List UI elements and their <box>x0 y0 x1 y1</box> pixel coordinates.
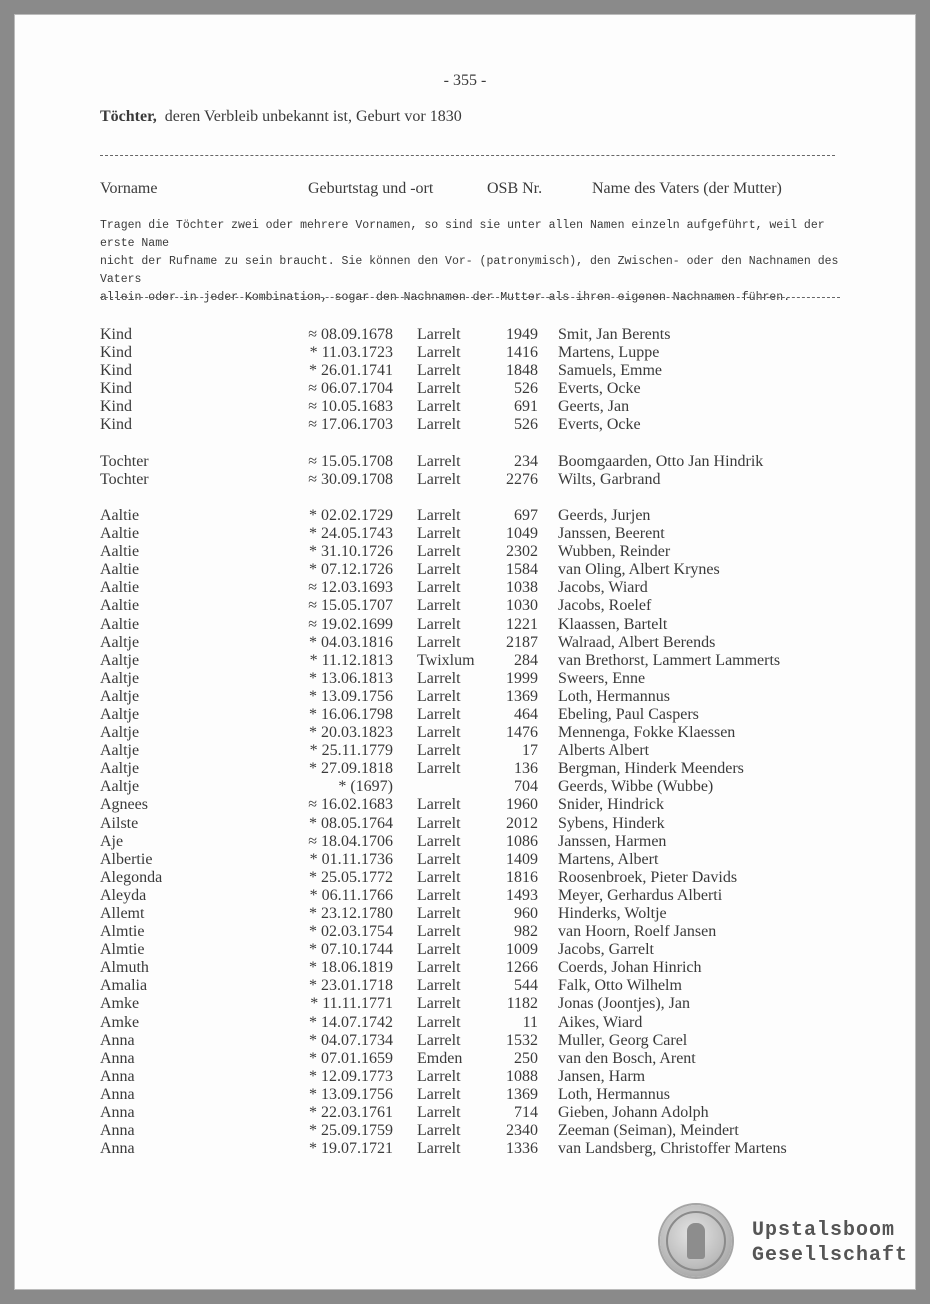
entry-father-name: van den Bosch, Arent <box>558 1049 696 1067</box>
note-line: nicht der Rufname zu sein braucht. Sie können den Vor- (patronymisch), den Zwischen- oder den Nachnamen des Vaters <box>100 255 839 286</box>
entry-father-name: Geerds, Jurjen <box>558 506 651 524</box>
entry-name: Aaltie <box>100 525 140 543</box>
entry-osb-number: 1532 <box>506 1031 538 1049</box>
entry-row <box>0 1140 930 1158</box>
entry-osb-number: 1816 <box>506 868 538 886</box>
entry-osb-number: 1049 <box>506 525 538 543</box>
entry-row <box>0 634 930 652</box>
entry-birth-date: ≈ 10.05.1683 <box>308 398 393 416</box>
entry-name: Anna <box>100 1122 135 1140</box>
entry-name: Anna <box>100 1031 135 1049</box>
entry-birth-place: Larrelt <box>417 1013 461 1031</box>
entry-osb-number: 691 <box>514 398 538 416</box>
entry-birth-place: Larrelt <box>417 742 461 760</box>
entry-name: Aaltje <box>100 724 140 742</box>
entry-birth-date: * 25.11.1779 <box>309 742 393 760</box>
entry-osb-number: 1182 <box>506 995 538 1013</box>
entry-birth-place: Larrelt <box>417 1031 461 1049</box>
entry-birth-place: Larrelt <box>417 362 461 380</box>
entry-father-name: Bergman, Hinderk Meenders <box>558 760 744 778</box>
entry-birth-date: ≈ 15.05.1707 <box>308 597 393 615</box>
entry-birth-place: Larrelt <box>417 615 461 633</box>
entry-father-name: van Landsberg, Christoffer Martens <box>558 1140 787 1158</box>
entry-row <box>0 543 930 561</box>
entry-osb-number: 1336 <box>506 1140 538 1158</box>
entry-father-name: Aikes, Wiard <box>558 1013 643 1031</box>
entry-father-name: Wilts, Garbrand <box>558 470 661 488</box>
entry-birth-date: * (1697) <box>338 778 393 796</box>
entry-name: Aaltje <box>100 760 140 778</box>
entry-birth-date: * 07.01.1659 <box>309 1049 393 1067</box>
entry-osb-number: 1960 <box>506 796 538 814</box>
entry-birth-date: * 13.09.1756 <box>309 1085 393 1103</box>
entry-row <box>0 1104 930 1122</box>
entry-osb-number: 1221 <box>506 615 538 633</box>
entry-name: Aaltje <box>100 651 140 669</box>
entry-father-name: van Brethorst, Lammert Lammerts <box>558 651 781 669</box>
entry-osb-number: 11 <box>522 1013 538 1031</box>
entry-father-name: Ebeling, Paul Caspers <box>558 705 699 723</box>
entry-birth-place: Larrelt <box>417 814 461 832</box>
entry-birth-place: Larrelt <box>417 724 461 742</box>
entry-birth-date: * 23.01.1718 <box>309 977 393 995</box>
entry-birth-place: Larrelt <box>417 525 461 543</box>
entry-birth-date: ≈ 19.02.1699 <box>308 615 393 633</box>
entry-birth-date: ≈ 17.06.1703 <box>308 416 393 434</box>
entry-osb-number: 1848 <box>506 362 538 380</box>
entry-father-name: Gieben, Johann Adolph <box>558 1104 709 1122</box>
title-label: Töchter, <box>100 108 157 125</box>
entry-osb-number: 1086 <box>506 832 538 850</box>
entry-birth-place: Larrelt <box>417 561 461 579</box>
entry-osb-number: 1009 <box>506 941 538 959</box>
entry-birth-place: Larrelt <box>417 959 461 977</box>
entry-row <box>0 778 930 796</box>
page-number: - 355 - <box>443 72 487 89</box>
entry-name: Aaltie <box>100 615 140 633</box>
column-header-vater: Name des Vaters (der Mutter) <box>592 180 782 197</box>
entry-name: Kind <box>100 326 132 343</box>
entry-birth-date: * 25.05.1772 <box>309 868 393 886</box>
entry-birth-date: ≈ 18.04.1706 <box>308 832 393 850</box>
entry-row <box>0 380 930 398</box>
entry-birth-date: * 14.07.1742 <box>309 1013 393 1031</box>
entry-birth-place: Larrelt <box>417 579 461 597</box>
entry-birth-date: * 13.09.1756 <box>309 687 393 705</box>
entry-row <box>0 579 930 597</box>
entry-row <box>0 815 930 833</box>
entry-osb-number: 1038 <box>506 579 538 597</box>
entry-name: Aleyda <box>100 886 147 904</box>
entry-father-name: Meyer, Gerhardus Alberti <box>558 886 723 904</box>
entry-birth-date: ≈ 12.03.1693 <box>308 579 393 597</box>
entry-birth-date: * 07.12.1726 <box>309 561 393 579</box>
entry-osb-number: 1949 <box>506 326 538 343</box>
entry-name: Aaltie <box>100 561 140 579</box>
entry-name: Aaltje <box>100 687 140 705</box>
entry-osb-number: 982 <box>514 923 538 941</box>
entry-name: Kind <box>100 344 132 362</box>
entry-birth-place: Larrelt <box>417 995 461 1013</box>
entry-birth-place: Larrelt <box>417 543 461 561</box>
entry-name: Aaltje <box>100 742 140 760</box>
entry-father-name: Janssen, Harmen <box>558 832 667 850</box>
entry-birth-place: Larrelt <box>417 506 461 524</box>
entry-father-name: Martens, Luppe <box>558 344 660 362</box>
entry-birth-place: Larrelt <box>417 398 461 416</box>
entry-row <box>0 525 930 543</box>
entry-birth-place: Larrelt <box>417 832 461 850</box>
entry-row <box>0 453 930 471</box>
entry-birth-place: Larrelt <box>417 380 461 398</box>
entry-row <box>0 652 930 670</box>
entry-father-name: Hinderks, Woltje <box>558 905 667 922</box>
entry-birth-place: Larrelt <box>417 705 461 723</box>
entry-list <box>0 326 930 1158</box>
entry-father-name: Loth, Hermannus <box>558 1085 670 1103</box>
entry-name: Almtie <box>100 941 145 959</box>
entry-birth-place: Larrelt <box>417 760 461 778</box>
entry-father-name: Everts, Ocke <box>558 380 641 398</box>
entry-birth-place: Larrelt <box>417 868 461 886</box>
entry-name: Aaltie <box>100 543 140 561</box>
entry-father-name: Everts, Ocke <box>558 416 641 434</box>
entry-osb-number: 704 <box>514 778 538 796</box>
entry-birth-date: * 25.09.1759 <box>309 1122 393 1140</box>
entry-osb-number: 2187 <box>506 633 538 651</box>
entry-birth-place: Larrelt <box>417 850 461 868</box>
entry-row <box>0 561 930 579</box>
entry-father-name: van Oling, Albert Krynes <box>558 561 720 579</box>
entry-name: Agnees <box>100 796 148 814</box>
entry-birth-date: ≈ 16.02.1683 <box>308 796 393 814</box>
entry-father-name: Samuels, Emme <box>558 362 662 380</box>
entry-birth-date: * 04.03.1816 <box>309 633 393 651</box>
entry-birth-date: ≈ 30.09.1708 <box>308 470 393 488</box>
entry-row <box>0 597 930 615</box>
entry-birth-place: Larrelt <box>417 452 461 470</box>
entry-row <box>0 416 930 434</box>
entry-osb-number: 714 <box>514 1104 538 1122</box>
entry-row <box>0 905 930 923</box>
entry-birth-date: ≈ 06.07.1704 <box>308 380 393 398</box>
entry-birth-place: Larrelt <box>417 1067 461 1085</box>
entry-birth-date: * 11.03.1723 <box>309 344 393 362</box>
entry-birth-place: Larrelt <box>417 941 461 959</box>
column-header-vorname: Vorname <box>100 180 158 197</box>
society-seal-logo <box>660 1205 732 1277</box>
explanatory-note <box>100 217 860 307</box>
page-title <box>100 108 462 126</box>
entry-row <box>0 398 930 416</box>
entry-father-name: Geerds, Wibbe (Wubbe) <box>558 778 714 796</box>
society-wordmark <box>752 1218 908 1268</box>
entry-osb-number: 1416 <box>506 344 538 362</box>
entry-father-name: Alberts Albert <box>558 742 650 760</box>
entry-osb-number: 1030 <box>506 597 538 615</box>
entry-osb-number: 2012 <box>506 814 538 832</box>
entry-row <box>0 1086 930 1104</box>
entry-name: Anna <box>100 1067 135 1085</box>
entry-name: Aje <box>100 832 124 850</box>
note-line: allein oder in jeder Kombination, sogar den Nachnamen der Mutter als ihren eigenen Nachnamen führen. <box>100 291 791 304</box>
entry-birth-place: Larrelt <box>417 923 461 941</box>
entry-birth-date: * 08.05.1764 <box>309 814 393 832</box>
entry-name: Amalia <box>100 977 148 995</box>
entry-osb-number: 1369 <box>506 687 538 705</box>
entry-osb-number: 136 <box>514 760 538 778</box>
entry-birth-place: Larrelt <box>417 344 461 362</box>
group-spacer <box>0 489 930 507</box>
entry-name: Tochter <box>100 452 149 470</box>
entry-name: Anna <box>100 1085 135 1103</box>
entry-row <box>0 760 930 778</box>
entry-osb-number: 1088 <box>506 1067 538 1085</box>
entry-birth-place: Emden <box>417 1049 463 1067</box>
entry-osb-number: 1266 <box>506 959 538 977</box>
entry-osb-number: 526 <box>514 416 538 434</box>
entry-birth-date: * 22.03.1761 <box>309 1104 393 1122</box>
entry-father-name: Snider, Hindrick <box>558 796 665 814</box>
entry-birth-date: * 19.07.1721 <box>309 1140 393 1158</box>
entry-father-name: Jansen, Harm <box>558 1067 646 1085</box>
entry-osb-number: 1409 <box>506 850 538 868</box>
entry-father-name: Boomgaarden, Otto Jan Hindrik <box>558 452 764 470</box>
wordmark-line-1: Upstalsboom <box>752 1219 896 1242</box>
entry-birth-date: ≈ 08.09.1678 <box>308 326 393 343</box>
entry-row <box>0 706 930 724</box>
entry-birth-place: Larrelt <box>417 1104 461 1122</box>
entry-father-name: Jacobs, Garrelt <box>558 941 654 959</box>
entry-osb-number: 526 <box>514 380 538 398</box>
entry-osb-number: 1584 <box>506 561 538 579</box>
entry-name: Anna <box>100 1104 135 1122</box>
entry-father-name: van Hoorn, Roelf Jansen <box>558 923 717 941</box>
entry-name: Alegonda <box>100 868 163 886</box>
entry-name: Amke <box>100 995 140 1013</box>
entry-birth-date: * 11.11.1771 <box>310 995 393 1013</box>
entry-birth-place: Larrelt <box>417 1140 461 1158</box>
entry-birth-place: Larrelt <box>417 416 461 434</box>
dashed-divider-bottom <box>100 297 840 298</box>
entry-birth-date: * 18.06.1819 <box>309 959 393 977</box>
entry-father-name: Walraad, Albert Berends <box>558 633 716 651</box>
entry-row <box>0 362 930 380</box>
entry-birth-place: Larrelt <box>417 977 461 995</box>
entry-name: Anna <box>100 1049 135 1067</box>
entry-row <box>0 688 930 706</box>
entry-row <box>0 796 930 814</box>
entry-birth-date: * 23.12.1780 <box>309 905 393 922</box>
entry-birth-date: * 07.10.1744 <box>309 941 393 959</box>
entry-father-name: Jonas (Joontjes), Jan <box>558 995 690 1013</box>
entry-row <box>0 724 930 742</box>
entry-birth-date: * 27.09.1818 <box>309 760 393 778</box>
entry-row <box>0 507 930 525</box>
entry-birth-date: * 11.12.1813 <box>309 651 393 669</box>
entry-name: Tochter <box>100 470 149 488</box>
entry-birth-date: * 01.11.1736 <box>309 850 393 868</box>
entry-name: Almuth <box>100 959 149 977</box>
entry-birth-place: Twixlum <box>417 651 475 669</box>
entry-row <box>0 1068 930 1086</box>
entry-row <box>0 1032 930 1050</box>
title-text: deren Verbleib unbekannt ist, Geburt vor 1830 <box>164 108 462 125</box>
entry-name: Aaltje <box>100 705 140 723</box>
entry-father-name: Roosenbroek, Pieter Davids <box>558 868 738 886</box>
entry-row <box>0 851 930 869</box>
entry-birth-place: Larrelt <box>417 1122 461 1140</box>
entry-birth-date: * 12.09.1773 <box>309 1067 393 1085</box>
entry-osb-number: 234 <box>514 452 538 470</box>
entry-birth-place: Larrelt <box>417 470 461 488</box>
entry-birth-date: * 04.07.1734 <box>309 1031 393 1049</box>
entry-father-name: Muller, Georg Carel <box>558 1031 688 1049</box>
entry-row <box>0 1050 930 1068</box>
entry-osb-number: 250 <box>514 1049 538 1067</box>
entry-osb-number: 544 <box>514 977 538 995</box>
entry-osb-number: 284 <box>514 651 538 669</box>
entry-row <box>0 869 930 887</box>
entry-osb-number: 1369 <box>506 1085 538 1103</box>
entry-birth-place: Larrelt <box>417 669 461 687</box>
entry-name: Kind <box>100 362 132 380</box>
entry-birth-place: Larrelt <box>417 1085 461 1103</box>
entry-father-name: Geerts, Jan <box>558 398 630 416</box>
entry-name: Allemt <box>100 905 145 922</box>
entry-name: Aaltje <box>100 778 140 796</box>
entry-birth-date: * 20.03.1823 <box>309 724 393 742</box>
entry-row <box>0 1014 930 1032</box>
entry-name: Ailste <box>100 814 139 832</box>
entry-osb-number: 2276 <box>506 470 538 488</box>
entry-birth-date: * 26.01.1741 <box>309 362 393 380</box>
entry-name: Albertie <box>100 850 153 868</box>
entry-row <box>0 833 930 851</box>
column-header-geburt: Geburtstag und -ort <box>308 180 434 197</box>
entry-row <box>0 742 930 760</box>
entry-row <box>0 995 930 1013</box>
entry-row <box>0 959 930 977</box>
entry-birth-date: * 02.03.1754 <box>309 923 393 941</box>
entry-osb-number: 464 <box>514 705 538 723</box>
entry-father-name: Martens, Albert <box>558 850 659 868</box>
entry-row <box>0 326 930 344</box>
entry-row <box>0 616 930 634</box>
entry-birth-date: * 13.06.1813 <box>309 669 393 687</box>
entry-birth-date: * 16.06.1798 <box>309 705 393 723</box>
entry-row <box>0 344 930 362</box>
entry-name: Anna <box>100 1140 135 1158</box>
entry-birth-place: Larrelt <box>417 796 461 814</box>
entry-row <box>0 977 930 995</box>
entry-row <box>0 887 930 905</box>
entry-osb-number: 1476 <box>506 724 538 742</box>
entry-row <box>0 941 930 959</box>
entry-osb-number: 17 <box>522 742 538 760</box>
dashed-divider-top <box>100 155 835 156</box>
entry-father-name: Mennenga, Fokke Klaessen <box>558 724 736 742</box>
entry-birth-date: * 24.05.1743 <box>309 525 393 543</box>
entry-osb-number: 697 <box>514 506 538 524</box>
entry-birth-date: ≈ 15.05.1708 <box>308 452 393 470</box>
entry-name: Kind <box>100 398 132 416</box>
entry-osb-number: 960 <box>514 905 538 922</box>
wordmark-line-2: Gesellschaft <box>752 1244 909 1267</box>
entry-osb-number: 2340 <box>506 1122 538 1140</box>
entry-birth-place: Larrelt <box>417 597 461 615</box>
entry-father-name: Smit, Jan Berents <box>558 326 671 343</box>
group-spacer <box>0 435 930 453</box>
entry-row <box>0 1122 930 1140</box>
note-line: Tragen die Töchter zwei oder mehrere Vornamen, so sind sie unter allen Namen einzeln aufgeführt, weil der erste Name <box>100 219 825 250</box>
entry-father-name: Klaassen, Bartelt <box>558 615 668 633</box>
entry-father-name: Falk, Otto Wilhelm <box>558 977 682 995</box>
entry-osb-number: 1493 <box>506 886 538 904</box>
entry-osb-number: 2302 <box>506 543 538 561</box>
entry-birth-place: Larrelt <box>417 687 461 705</box>
entry-father-name: Jacobs, Wiard <box>558 579 648 597</box>
entry-birth-place: Larrelt <box>417 326 461 343</box>
entry-name: Almtie <box>100 923 145 941</box>
entry-birth-place: Larrelt <box>417 905 461 922</box>
entry-birth-place: Larrelt <box>417 886 461 904</box>
entry-father-name: Loth, Hermannus <box>558 687 670 705</box>
entry-name: Amke <box>100 1013 140 1031</box>
entry-name: Aaltje <box>100 669 140 687</box>
entry-father-name: Jacobs, Roelef <box>558 597 652 615</box>
entry-birth-place: Larrelt <box>417 633 461 651</box>
entry-birth-date: * 31.10.1726 <box>309 543 393 561</box>
entry-name: Aaltie <box>100 597 140 615</box>
entry-birth-date: * 06.11.1766 <box>309 886 393 904</box>
entry-osb-number: 1999 <box>506 669 538 687</box>
entry-row <box>0 923 930 941</box>
entry-row <box>0 670 930 688</box>
entry-father-name: Sweers, Enne <box>558 669 646 687</box>
column-header-osb: OSB Nr. <box>487 180 543 197</box>
entry-birth-date: * 02.02.1729 <box>309 506 393 524</box>
entry-father-name: Coerds, Johan Hinrich <box>558 959 702 977</box>
entry-name: Aaltje <box>100 633 140 651</box>
entry-row <box>0 471 930 489</box>
entry-name: Kind <box>100 380 132 398</box>
entry-father-name: Janssen, Beerent <box>558 525 665 543</box>
entry-name: Kind <box>100 416 132 434</box>
entry-name: Aaltie <box>100 506 140 524</box>
entry-father-name: Sybens, Hinderk <box>558 814 665 832</box>
entry-father-name: Zeeman (Seiman), Meindert <box>558 1122 739 1140</box>
entry-father-name: Wubben, Reinder <box>558 543 671 561</box>
entry-name: Aaltie <box>100 579 140 597</box>
